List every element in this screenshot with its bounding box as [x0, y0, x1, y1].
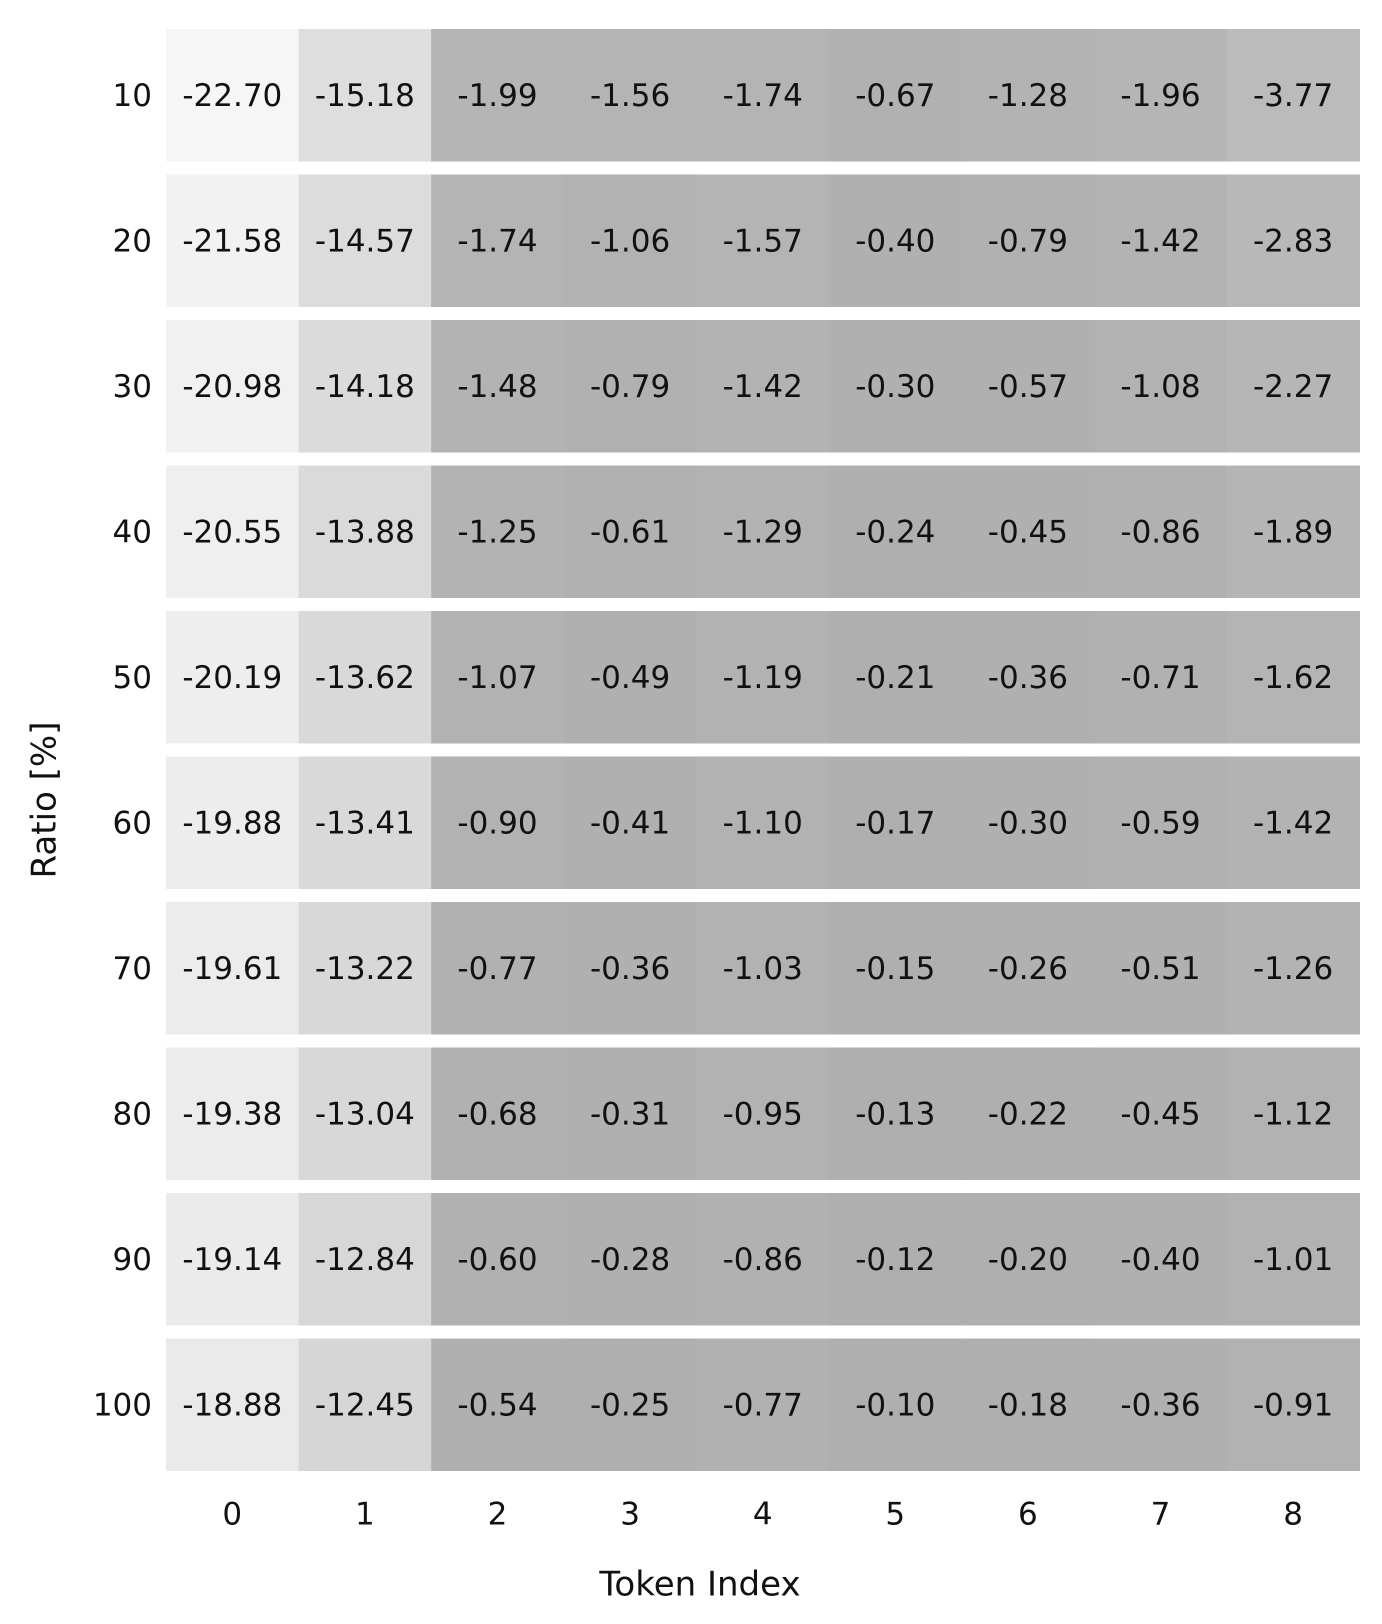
x-tick-label: 0: [222, 1496, 243, 1533]
cell-value-label: -0.61: [589, 514, 671, 551]
cell-value-label: -21.58: [182, 223, 283, 260]
x-tick-label: 4: [752, 1496, 773, 1533]
cell-value-label: -14.57: [314, 223, 415, 260]
cell-value-label: -1.57: [722, 223, 803, 260]
y-tick-label: 40: [112, 514, 152, 551]
cell-value-label: -19.38: [182, 1096, 283, 1133]
cell-value-label: -20.98: [182, 368, 283, 405]
cell-value-label: -0.21: [855, 659, 936, 696]
cell-value-label: -0.17: [855, 805, 936, 842]
y-axis-label: Ratio [%]: [24, 721, 65, 879]
cell-value-label: -0.68: [457, 1096, 538, 1133]
cell-value-label: -0.31: [589, 1096, 671, 1133]
cell-value-label: -0.12: [855, 1241, 936, 1278]
cell-value-label: -19.61: [182, 950, 283, 987]
cell-value-label: -0.49: [589, 659, 671, 696]
cell-value-label: -0.71: [1120, 659, 1201, 696]
cell-value-label: -0.36: [987, 659, 1069, 696]
cell-value-label: -0.13: [855, 1096, 936, 1133]
cell-value-label: -0.28: [589, 1241, 671, 1278]
y-tick-label: 30: [112, 368, 152, 405]
cell-value-label: -1.29: [722, 514, 803, 551]
cell-value-label: -0.79: [589, 368, 671, 405]
cell-value-label: -0.59: [1120, 805, 1201, 842]
y-tick-label: 20: [112, 223, 152, 260]
cell-value-label: -14.18: [314, 368, 415, 405]
cell-value-label: -13.62: [314, 659, 415, 696]
cell-value-label: -1.42: [1120, 223, 1201, 260]
cell-value-label: -15.18: [314, 77, 415, 114]
cell-value-label: -13.88: [314, 514, 415, 551]
cell-value-label: -0.41: [589, 805, 671, 842]
x-tick-label: 8: [1283, 1496, 1303, 1533]
cell-value-label: -12.45: [314, 1387, 415, 1424]
cell-value-label: -0.20: [987, 1241, 1069, 1278]
cell-value-label: -0.25: [589, 1387, 671, 1424]
x-tick-label: 2: [487, 1496, 508, 1533]
cell-value-label: -0.77: [457, 950, 538, 987]
cell-value-label: -1.42: [1252, 805, 1334, 842]
cell-value-label: -1.99: [457, 77, 538, 114]
cell-value-label: -1.01: [1252, 1241, 1334, 1278]
cell-value-label: -1.10: [722, 805, 803, 842]
cell-value-label: -1.06: [589, 223, 671, 260]
cell-value-label: -0.77: [722, 1387, 803, 1424]
cell-value-label: -0.91: [1252, 1387, 1334, 1424]
cell-value-label: -2.83: [1252, 223, 1334, 260]
cell-value-label: -0.18: [987, 1387, 1069, 1424]
cell-value-label: -13.22: [314, 950, 415, 987]
x-tick-label: 5: [885, 1496, 906, 1533]
cell-value-label: -3.77: [1252, 77, 1334, 114]
cell-value-label: -1.42: [722, 368, 803, 405]
cell-value-label: -1.03: [722, 950, 803, 987]
cell-value-label: -0.36: [1120, 1387, 1201, 1424]
cell-value-label: -18.88: [182, 1387, 283, 1424]
cell-value-label: -0.67: [855, 77, 936, 114]
y-tick-label: 50: [112, 659, 152, 696]
x-tick-label: 7: [1150, 1496, 1171, 1533]
cell-value-label: -0.86: [1120, 514, 1201, 551]
cell-value-label: -1.28: [987, 77, 1069, 114]
cell-value-label: -20.19: [182, 659, 283, 696]
cell-value-label: -0.40: [1120, 1241, 1201, 1278]
x-axis-label: Token Index: [599, 1564, 801, 1605]
y-tick-label: 100: [92, 1387, 152, 1424]
cell-value-label: -0.15: [855, 950, 936, 987]
cell-value-label: -1.96: [1120, 77, 1201, 114]
cell-value-label: -19.14: [182, 1241, 283, 1278]
x-tick-label: 6: [1018, 1496, 1038, 1533]
cell-value-label: -0.79: [987, 223, 1069, 260]
cell-value-label: -0.45: [1120, 1096, 1201, 1133]
cell-value-label: -19.88: [182, 805, 283, 842]
cell-value-label: -0.24: [855, 514, 936, 551]
y-tick-label: 60: [112, 805, 152, 842]
cell-value-label: -13.04: [314, 1096, 415, 1133]
y-tick-label: 80: [112, 1096, 152, 1133]
y-tick-label: 90: [112, 1241, 152, 1278]
cell-value-label: -0.45: [987, 514, 1069, 551]
cell-value-label: -1.56: [589, 77, 671, 114]
cell-value-label: -20.55: [182, 514, 283, 551]
cell-value-label: -12.84: [314, 1241, 415, 1278]
y-tick-label: 10: [112, 77, 152, 114]
cell-value-label: -1.19: [722, 659, 803, 696]
cell-value-label: -0.36: [589, 950, 671, 987]
cell-value-label: -0.30: [855, 368, 936, 405]
cell-value-label: -2.27: [1252, 368, 1334, 405]
cell-value-label: -1.25: [457, 514, 538, 551]
cell-value-label: -0.95: [722, 1096, 803, 1133]
y-tick-label: 70: [112, 950, 152, 987]
x-tick-label: 3: [620, 1496, 640, 1533]
cell-value-label: -1.74: [457, 223, 538, 260]
cell-value-label: -0.10: [855, 1387, 936, 1424]
cell-value-label: -1.08: [1120, 368, 1201, 405]
cell-value-label: -0.90: [457, 805, 538, 842]
cell-value-label: -0.40: [855, 223, 936, 260]
cell-value-label: -1.26: [1252, 950, 1334, 987]
cell-value-label: -0.22: [987, 1096, 1069, 1133]
cell-value-label: -13.41: [314, 805, 415, 842]
cell-value-label: -1.89: [1252, 514, 1334, 551]
cell-value-label: -0.54: [457, 1387, 538, 1424]
cell-value-label: -1.62: [1252, 659, 1334, 696]
x-tick-label: 1: [355, 1496, 375, 1533]
cell-value-label: -22.70: [182, 77, 283, 114]
cell-value-label: -1.07: [457, 659, 538, 696]
cell-value-label: -0.26: [987, 950, 1069, 987]
cell-value-label: -0.51: [1120, 950, 1201, 987]
cell-value-label: -0.60: [457, 1241, 538, 1278]
cell-value-label: -0.30: [987, 805, 1069, 842]
cell-value-label: -0.86: [722, 1241, 803, 1278]
cell-value-label: -0.57: [987, 368, 1069, 405]
cell-value-label: -1.48: [457, 368, 538, 405]
cell-value-label: -1.74: [722, 77, 803, 114]
cell-value-label: -1.12: [1252, 1096, 1334, 1133]
